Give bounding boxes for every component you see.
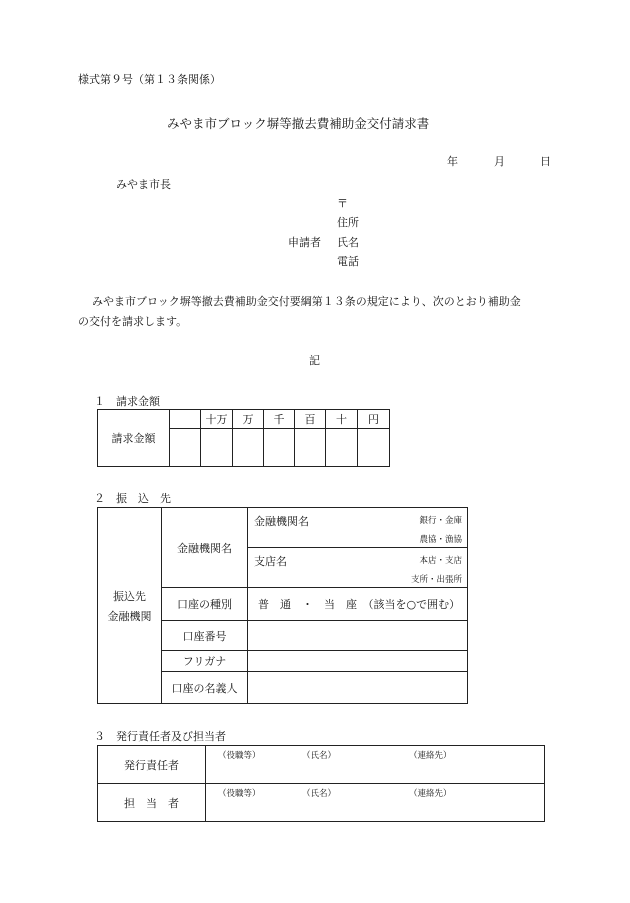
bank-name-cell[interactable] <box>248 508 468 548</box>
amount-cell-jyu[interactable] <box>326 429 358 467</box>
amount-cell-jyuman[interactable] <box>201 429 233 467</box>
staff-name-label: （氏名） <box>302 789 337 799</box>
account-number-field[interactable] <box>248 621 468 651</box>
staff-contact-label: （連絡先） <box>409 789 452 799</box>
furigana-label: フリガナ <box>162 651 248 672</box>
issuer-info-cell[interactable] <box>206 746 545 784</box>
branch-name-label: 支店名 <box>254 555 287 568</box>
responsible-table <box>97 745 545 822</box>
unit-sen: 千 <box>264 410 295 429</box>
unit-jyu: 十 <box>326 410 358 429</box>
account-holder-field[interactable] <box>248 672 468 704</box>
issuer-label: 発行責任者 <box>98 746 206 784</box>
addressee: みやま市長 <box>116 178 171 191</box>
issuer-name-label: （氏名） <box>302 751 337 761</box>
bank-label: 金融機関名 <box>162 508 248 588</box>
account-type-value[interactable]: 普 通 ・ 当 座 （該当を○で囲む） <box>248 588 468 621</box>
form-number: 様式第９号（第１３条関係） <box>78 73 221 86</box>
amount-cell-en[interactable] <box>358 429 390 467</box>
amount-cell-sen[interactable] <box>264 429 295 467</box>
date-year: 年 <box>447 155 458 168</box>
amount-row-label: 請求金額 <box>98 410 170 467</box>
ki-heading: 記 <box>309 354 320 367</box>
account-type-label: 口座の種別 <box>162 588 248 621</box>
staff-position-label: （役職等） <box>218 789 261 799</box>
transfer-group-label <box>98 508 162 704</box>
bank-name-label: 金融機関名 <box>254 515 309 528</box>
section2-heading: ２ 振 込 先 <box>94 492 171 505</box>
unit-en: 円 <box>358 410 390 429</box>
date-day: 日 <box>540 155 551 168</box>
amount-cell-hyaku[interactable] <box>295 429 326 467</box>
unit-hyaku: 百 <box>295 410 326 429</box>
issuer-position-label: （役職等） <box>218 751 261 761</box>
amount-header-blank <box>170 410 201 429</box>
transfer-group-label-line1: 振込先 <box>113 589 146 603</box>
unit-jyuman: 十万 <box>201 410 233 429</box>
branch-types-line2: 支所・出張所 <box>410 575 462 585</box>
amount-table <box>97 409 390 467</box>
staff-label: 担 当 者 <box>98 784 206 822</box>
applicant-role-label: 申請者 <box>288 236 321 249</box>
staff-info-cell[interactable] <box>206 784 545 822</box>
address-label: 住所 <box>337 216 359 229</box>
document-title: みやま市ブロック塀等撤去費補助金交付請求書 <box>167 116 430 131</box>
bank-table <box>97 507 468 704</box>
transfer-group-label-line2: 金融機関 <box>107 609 152 623</box>
branch-types-line1: 本店・支店 <box>419 556 462 566</box>
body-text-line2: の交付を請求します。 <box>78 315 188 328</box>
body-text-line1: みやま市ブロック塀等撤去費補助金交付要綱第１３条の規定により、次のとおり補助金 <box>92 295 521 308</box>
bank-types-line1: 銀行・金庫 <box>419 516 462 526</box>
branch-name-cell[interactable] <box>248 548 468 588</box>
name-label: 氏名 <box>337 236 359 249</box>
date-month: 月 <box>494 155 505 168</box>
account-holder-label: 口座の名義人 <box>162 672 248 704</box>
amount-cell-man[interactable] <box>233 429 264 467</box>
issuer-contact-label: （連絡先） <box>409 751 452 761</box>
furigana-field[interactable] <box>248 651 468 672</box>
account-number-label: 口座番号 <box>162 621 248 651</box>
amount-cell-extra[interactable] <box>170 429 201 467</box>
section3-heading: ３ 発行責任者及び担当者 <box>94 730 226 743</box>
phone-label: 電話 <box>337 255 359 268</box>
unit-man: 万 <box>233 410 264 429</box>
bank-types-line2: 農協・漁協 <box>419 535 462 545</box>
postal-mark: 〒 <box>337 197 348 210</box>
section1-heading: １ 請求金額 <box>94 395 160 408</box>
